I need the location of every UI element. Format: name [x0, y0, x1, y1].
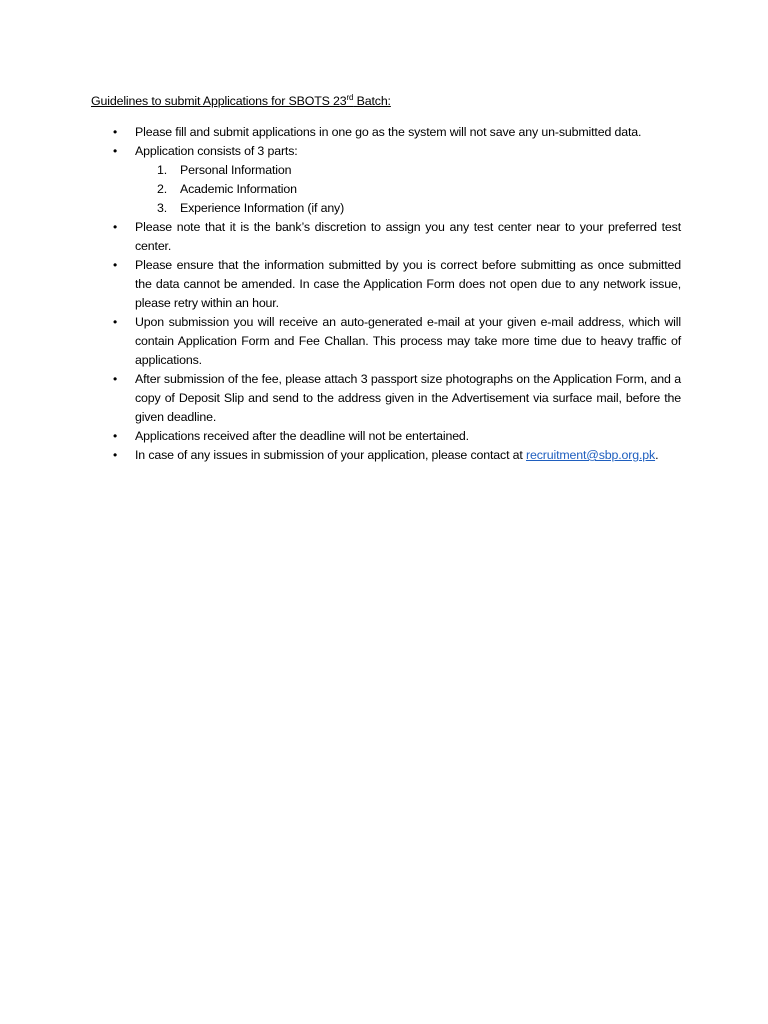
list-item-text: Application consists of 3 parts: [135, 144, 298, 158]
guidelines-content [91, 92, 681, 465]
bullet-icon: • [113, 144, 118, 158]
list-item [91, 427, 681, 446]
list-item-text: Please ensure that the information submitted by you is correct before submitting as once submitted the data cannot be amended. In case the Application Form does not open due to any network issue, please retry within an hour. [135, 258, 681, 310]
contact-email-link[interactable]: recruitment@sbp.org.pk [525, 448, 656, 462]
part-number: 1. [157, 163, 168, 177]
contact-suffix: . [655, 448, 659, 462]
list-item [91, 218, 681, 256]
list-item-text: Please fill and submit applications in one go as the system will not save any un-submitted data. [135, 125, 642, 139]
list-item-text: Please note that it is the bank’s discretion to assign you any test center near to your preferred test center. [135, 220, 681, 253]
list-item [91, 446, 681, 465]
bullet-icon: • [113, 258, 118, 272]
bullet-icon: • [113, 429, 118, 443]
list-item-text: In case of any issues in submission of your application, please contact at [135, 448, 526, 462]
bullet-icon: • [113, 125, 118, 139]
bullet-icon: • [113, 448, 118, 462]
bullet-icon: • [113, 372, 118, 386]
list-item [91, 123, 681, 142]
list-item [91, 370, 681, 427]
guidelines-list [91, 123, 681, 465]
part-number: 3. [157, 201, 168, 215]
list-item [91, 256, 681, 313]
parts-list-item [135, 199, 681, 218]
list-item-text: After submission of the fee, please attach 3 passport size photographs on the Application Form, and a copy of Deposit Slip and send to the address given in the Advertisement via surface mail, before the given deadline. [135, 372, 681, 424]
part-label: Personal Information [180, 163, 292, 177]
list-item-text: Upon submission you will receive an auto-generated e-mail at your given e-mail address, which will contain Application Form and Fee Challan. This process may take more time due to heavy traffic of applications. [135, 315, 681, 367]
list-item-text: Applications received after the deadline will not be entertained. [135, 429, 469, 443]
bullet-icon: • [113, 315, 118, 329]
heading-superscript: rd [346, 92, 354, 102]
page-title [91, 92, 681, 111]
part-number: 2. [157, 182, 168, 196]
heading-text: Guidelines to submit Applications for SBOTS 23 [91, 94, 347, 108]
list-item [91, 313, 681, 370]
part-label: Experience Information (if any) [180, 201, 345, 215]
parts-list-item [135, 180, 681, 199]
parts-list-item [135, 161, 681, 180]
heading-suffix: Batch: [353, 94, 391, 108]
parts-list [135, 161, 681, 218]
list-item [91, 142, 681, 218]
part-label: Academic Information [180, 182, 297, 196]
bullet-icon: • [113, 220, 118, 234]
